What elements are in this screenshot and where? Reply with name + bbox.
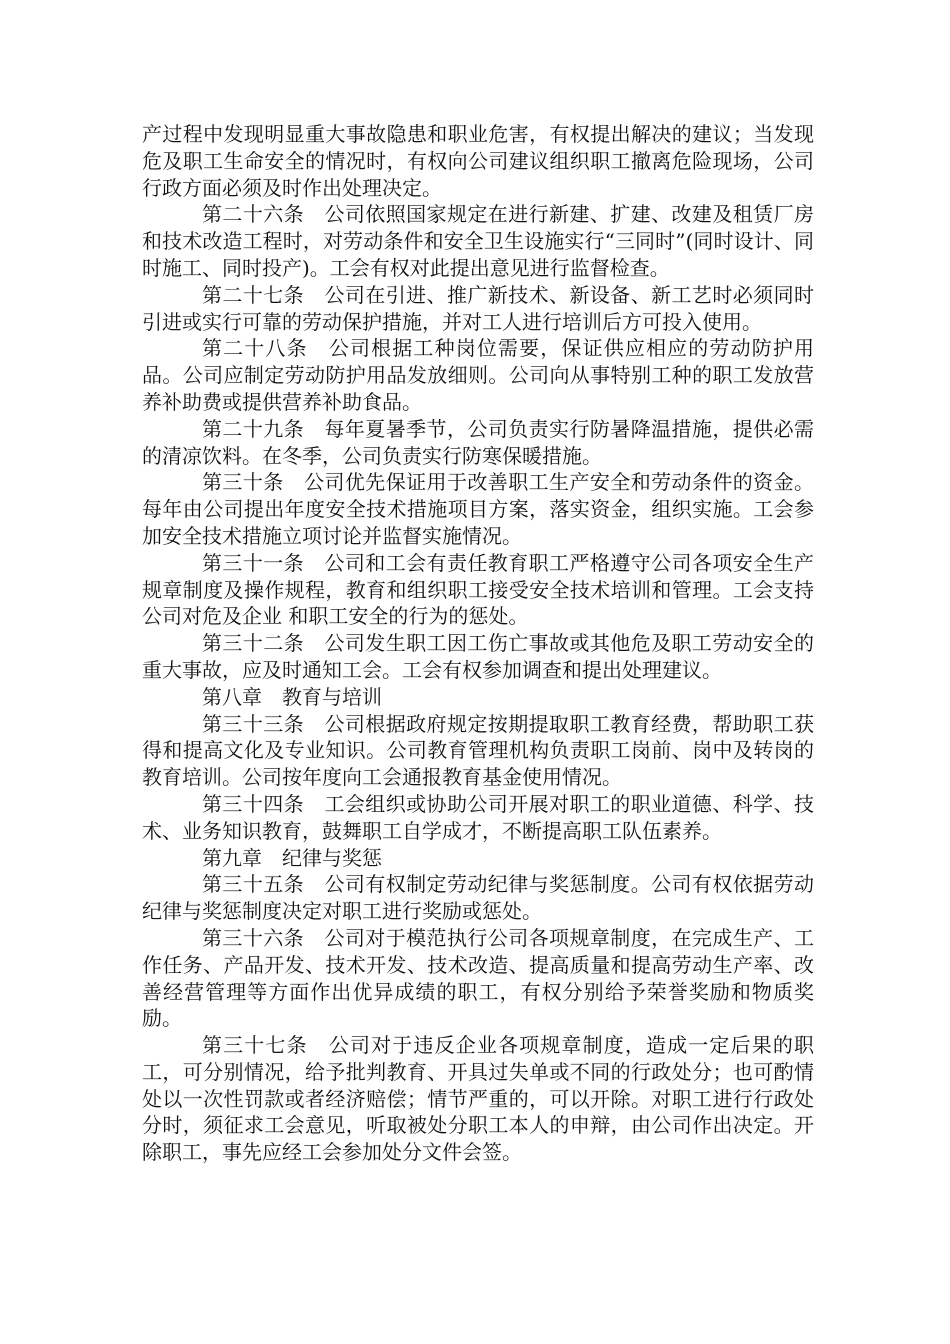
article-37: 第三十七条 公司对于违反企业各项规章制度，造成一定后果的职工，可分别情况，给予批判教育、开具过失单或不同的行政处分；也可酌情处以一次性罚款或者经济赔偿；情节严重的，可以开除。对职工进行行政处分时，须征求工会意见，听取被处分职工本人的申辩，由公司作出决定。开除职工，事先应经工会参加处分文件会签。 (142, 1033, 814, 1165)
chapter-8-heading: 第八章 教育与培训 (202, 684, 382, 709)
article-33: 第三十三条 公司根据政府规定按期提取职工教育经费，帮助职工获得和提高文化及专业知识。公司教育管理机构负责职工岗前、岗中及转岗的教育培训。公司按年度向工会通报教育基金使用情况。 (142, 711, 814, 790)
article-31: 第三十一条 公司和工会有责任教育职工严格遵守公司各项安全生产规章制度及操作规程，教育和组织职工接受安全技术培训和管理。工会支持公司对危及企业 和职工安全的行为的惩处。 (142, 550, 814, 629)
document-body (142, 121, 814, 1166)
article-26: 第二十六条 公司依照国家规定在进行新建、扩建、改建及租赁厂房和技术改造工程时，对劳动条件和安全卫生设施实行“三同时”(同时设计、同时施工、同时投产)。工会有权对此提出意见进行监督检查。 (142, 202, 814, 280)
article-27: 第二十七条 公司在引进、推广新技术、新设备、新工艺时必须同时引进或实行可靠的劳动保护措施，并对工人进行培训后方可投入使用。 (142, 282, 814, 334)
article-34: 第三十四条 工会组织或协助公司开展对职工的职业道德、科学、技术、业务知识教育，鼓舞职工自学成才，不断提高职工队伍素养。 (142, 791, 814, 843)
article-28: 第二十八条 公司根据工种岗位需要，保证供应相应的劳动防护用品。公司应制定劳动防护用品发放细则。公司向从事特别工种的职工发放营养补助费或提供营养补助食品。 (142, 336, 814, 414)
article-30: 第三十条 公司优先保证用于改善职工生产安全和劳动条件的资金。每年由公司提出年度安全技术措施项目方案，落实资金，组织实施。工会参加安全技术措施立项讨论并监督实施情况。 (142, 470, 814, 548)
article-32: 第三十二条 公司发生职工因工伤亡事故或其他危及职工劳动安全的重大事故，应及时通知工会。工会有权参加调查和提出处理建议。 (142, 631, 814, 682)
chapter-9-heading: 第九章 纪律与奖惩 (202, 845, 382, 870)
article-29: 第二十九条 每年夏暑季节，公司负责实行防暑降温措施，提供必需的清凉饮料。在冬季，公司负责实行防寒保暖措施。 (142, 416, 814, 468)
article-36: 第三十六条 公司对于模范执行公司各项规章制度，在完成生产、工作任务、产品开发、技术开发、技术改造、提高质量和提高劳动生产率、改善经营管理等方面作出优异成绩的职工，有权分别给予荣誉奖励和物质奖励。 (142, 925, 814, 1031)
article-35: 第三十五条 公司有权制定劳动纪律与奖惩制度。公司有权依据劳动纪律与奖惩制度决定对职工进行奖励或惩处。 (142, 872, 814, 924)
paragraph-continuation: 产过程中发现明显重大事故隐患和职业危害，有权提出解决的建议；当发现危及职工生命安全的情况时，有权向公司建议组织职工撤离危险现场，公司行政方面必须及时作出处理决定。 (142, 122, 814, 200)
